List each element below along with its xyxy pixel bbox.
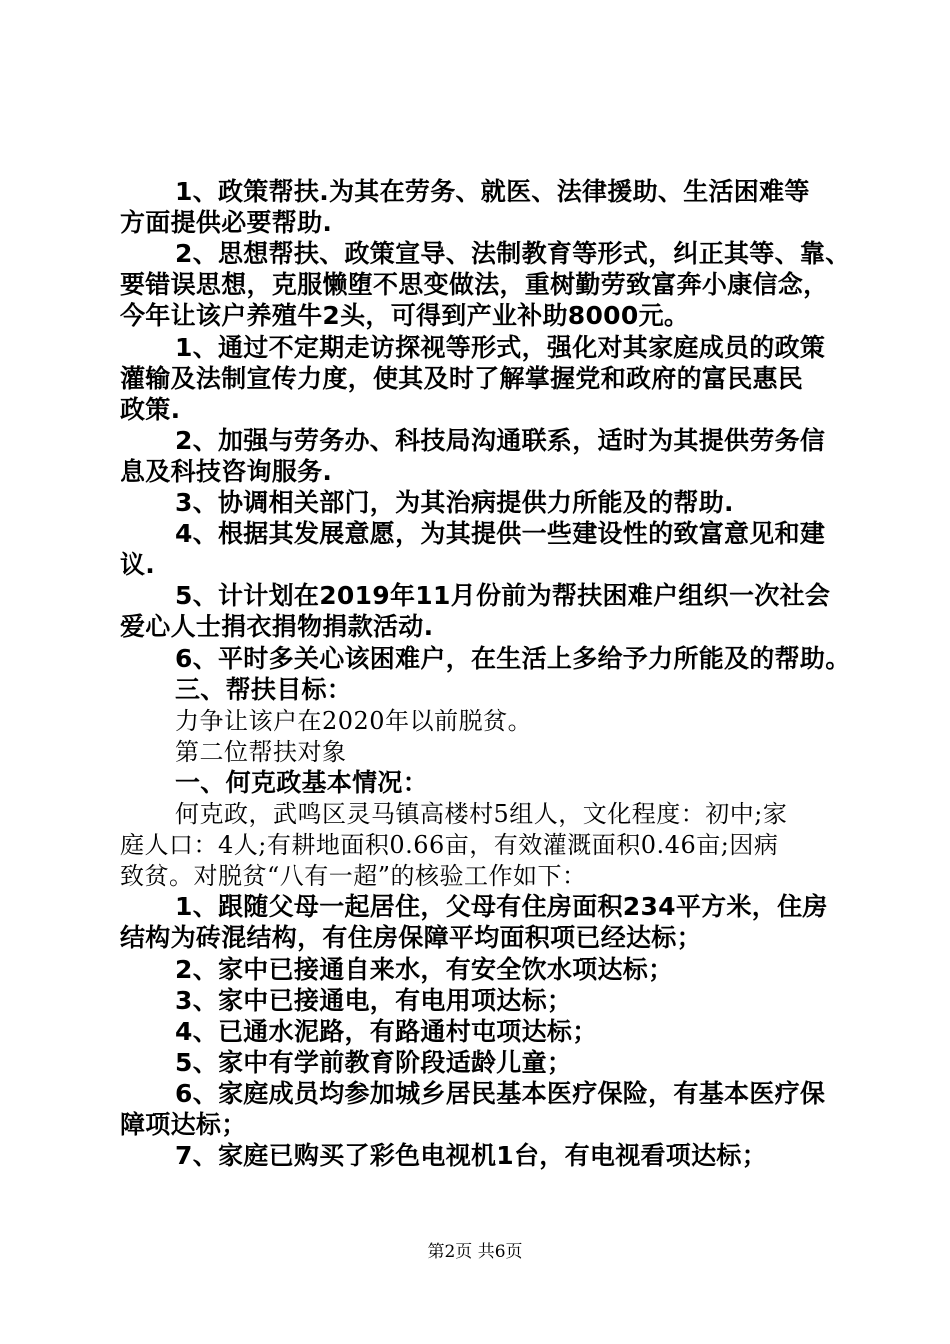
paragraph-first-line: 4、已通水泥路，有路通村屯项达标； xyxy=(175,1016,598,1046)
page-number-label: 第2页 共6页 xyxy=(427,1242,523,1262)
paragraph-line: 结构为砖混结构，有住房保障平均面积项已经达标； xyxy=(120,923,702,953)
paragraph-first-line: 1、通过不定期走访探视等形式，强化对其家庭成员的政策 xyxy=(175,332,826,362)
paragraph-line: 要错误思想，克服懒堕不思变做法，重树勤劳致富奔小康信念， xyxy=(120,270,829,300)
paragraph-first-line: 2、思想帮扶、政策宣导、法制教育等形式，纠正其等、靠、 xyxy=(175,239,851,269)
paragraph-first-line: 三、帮扶目标： xyxy=(175,674,353,704)
paragraph-line: 爱心人士捐衣捐物捐款活动. xyxy=(120,612,434,642)
page-footer xyxy=(0,1240,950,1264)
paragraph-line: 息及科技咨询服务. xyxy=(120,456,333,486)
paragraph-first-line: 第二位帮扶对象 xyxy=(175,737,347,766)
paragraph-line: 庭人口：4人;有耕地面积0.66亩，有效灌溉面积0.46亩;因病 xyxy=(120,831,779,860)
paragraph-first-line: 力争让该户在2020年以前脱贫。 xyxy=(175,706,533,735)
paragraph-line: 灌输及法制宣传力度，使其及时了解掌握党和政府的富民惠民 xyxy=(120,363,804,393)
paragraph-first-line: 一、何克政基本情况： xyxy=(175,767,429,797)
paragraph-line: 政策. xyxy=(120,394,181,424)
paragraph-line: 议. xyxy=(120,550,156,580)
paragraph-first-line: 7、家庭已购买了彩色电视机1台，有电视看项达标； xyxy=(175,1141,767,1171)
paragraph-first-line: 6、家庭成员均参加城乡居民基本医疗保险，有基本医疗保 xyxy=(175,1078,826,1108)
paragraph-line: 方面提供必要帮助. xyxy=(120,208,333,238)
paragraph-first-line: 3、家中已接通电，有电用项达标； xyxy=(175,985,573,1015)
paragraph-first-line: 3、协调相关部门，为其治病提供力所能及的帮助. xyxy=(175,488,734,517)
paragraph-line: 障项达标； xyxy=(120,1110,247,1139)
paragraph-first-line: 2、加强与劳务办、科技局沟通联系，适时为其提供劳务信 xyxy=(175,425,826,455)
paragraph-first-line: 6、平时多关心该困难户，在生活上多给予力所能及的帮助。 xyxy=(175,643,851,673)
paragraph-first-line: 5、计计划在2019年11月份前为帮扶困难户组织一次社会 xyxy=(175,581,831,611)
paragraph-first-line: 4、根据其发展意愿，为其提供一些建设性的致富意见和建 xyxy=(175,519,826,549)
paragraph-first-line: 5、家中有学前教育阶段适龄儿童； xyxy=(175,1047,573,1077)
paragraph-first-line: 1、政策帮扶.为其在劳务、就医、法律援助、生活困难等 xyxy=(175,177,810,206)
paragraph-line: 致贫。对脱贫“八有一超”的核验工作如下： xyxy=(120,862,587,891)
paragraph-first-line: 何克政，武鸣区灵马镇高楼村5组人，文化程度：初中;家 xyxy=(175,800,788,828)
paragraph-first-line: 1、跟随父母一起居住，父母有住房面积234平方米，住房 xyxy=(175,892,828,922)
paragraph-line: 今年让该户养殖牛2头，可得到产业补助8000元。 xyxy=(120,301,690,331)
paragraph-first-line: 2、家中已接通自来水，有安全饮水项达标； xyxy=(175,954,674,984)
